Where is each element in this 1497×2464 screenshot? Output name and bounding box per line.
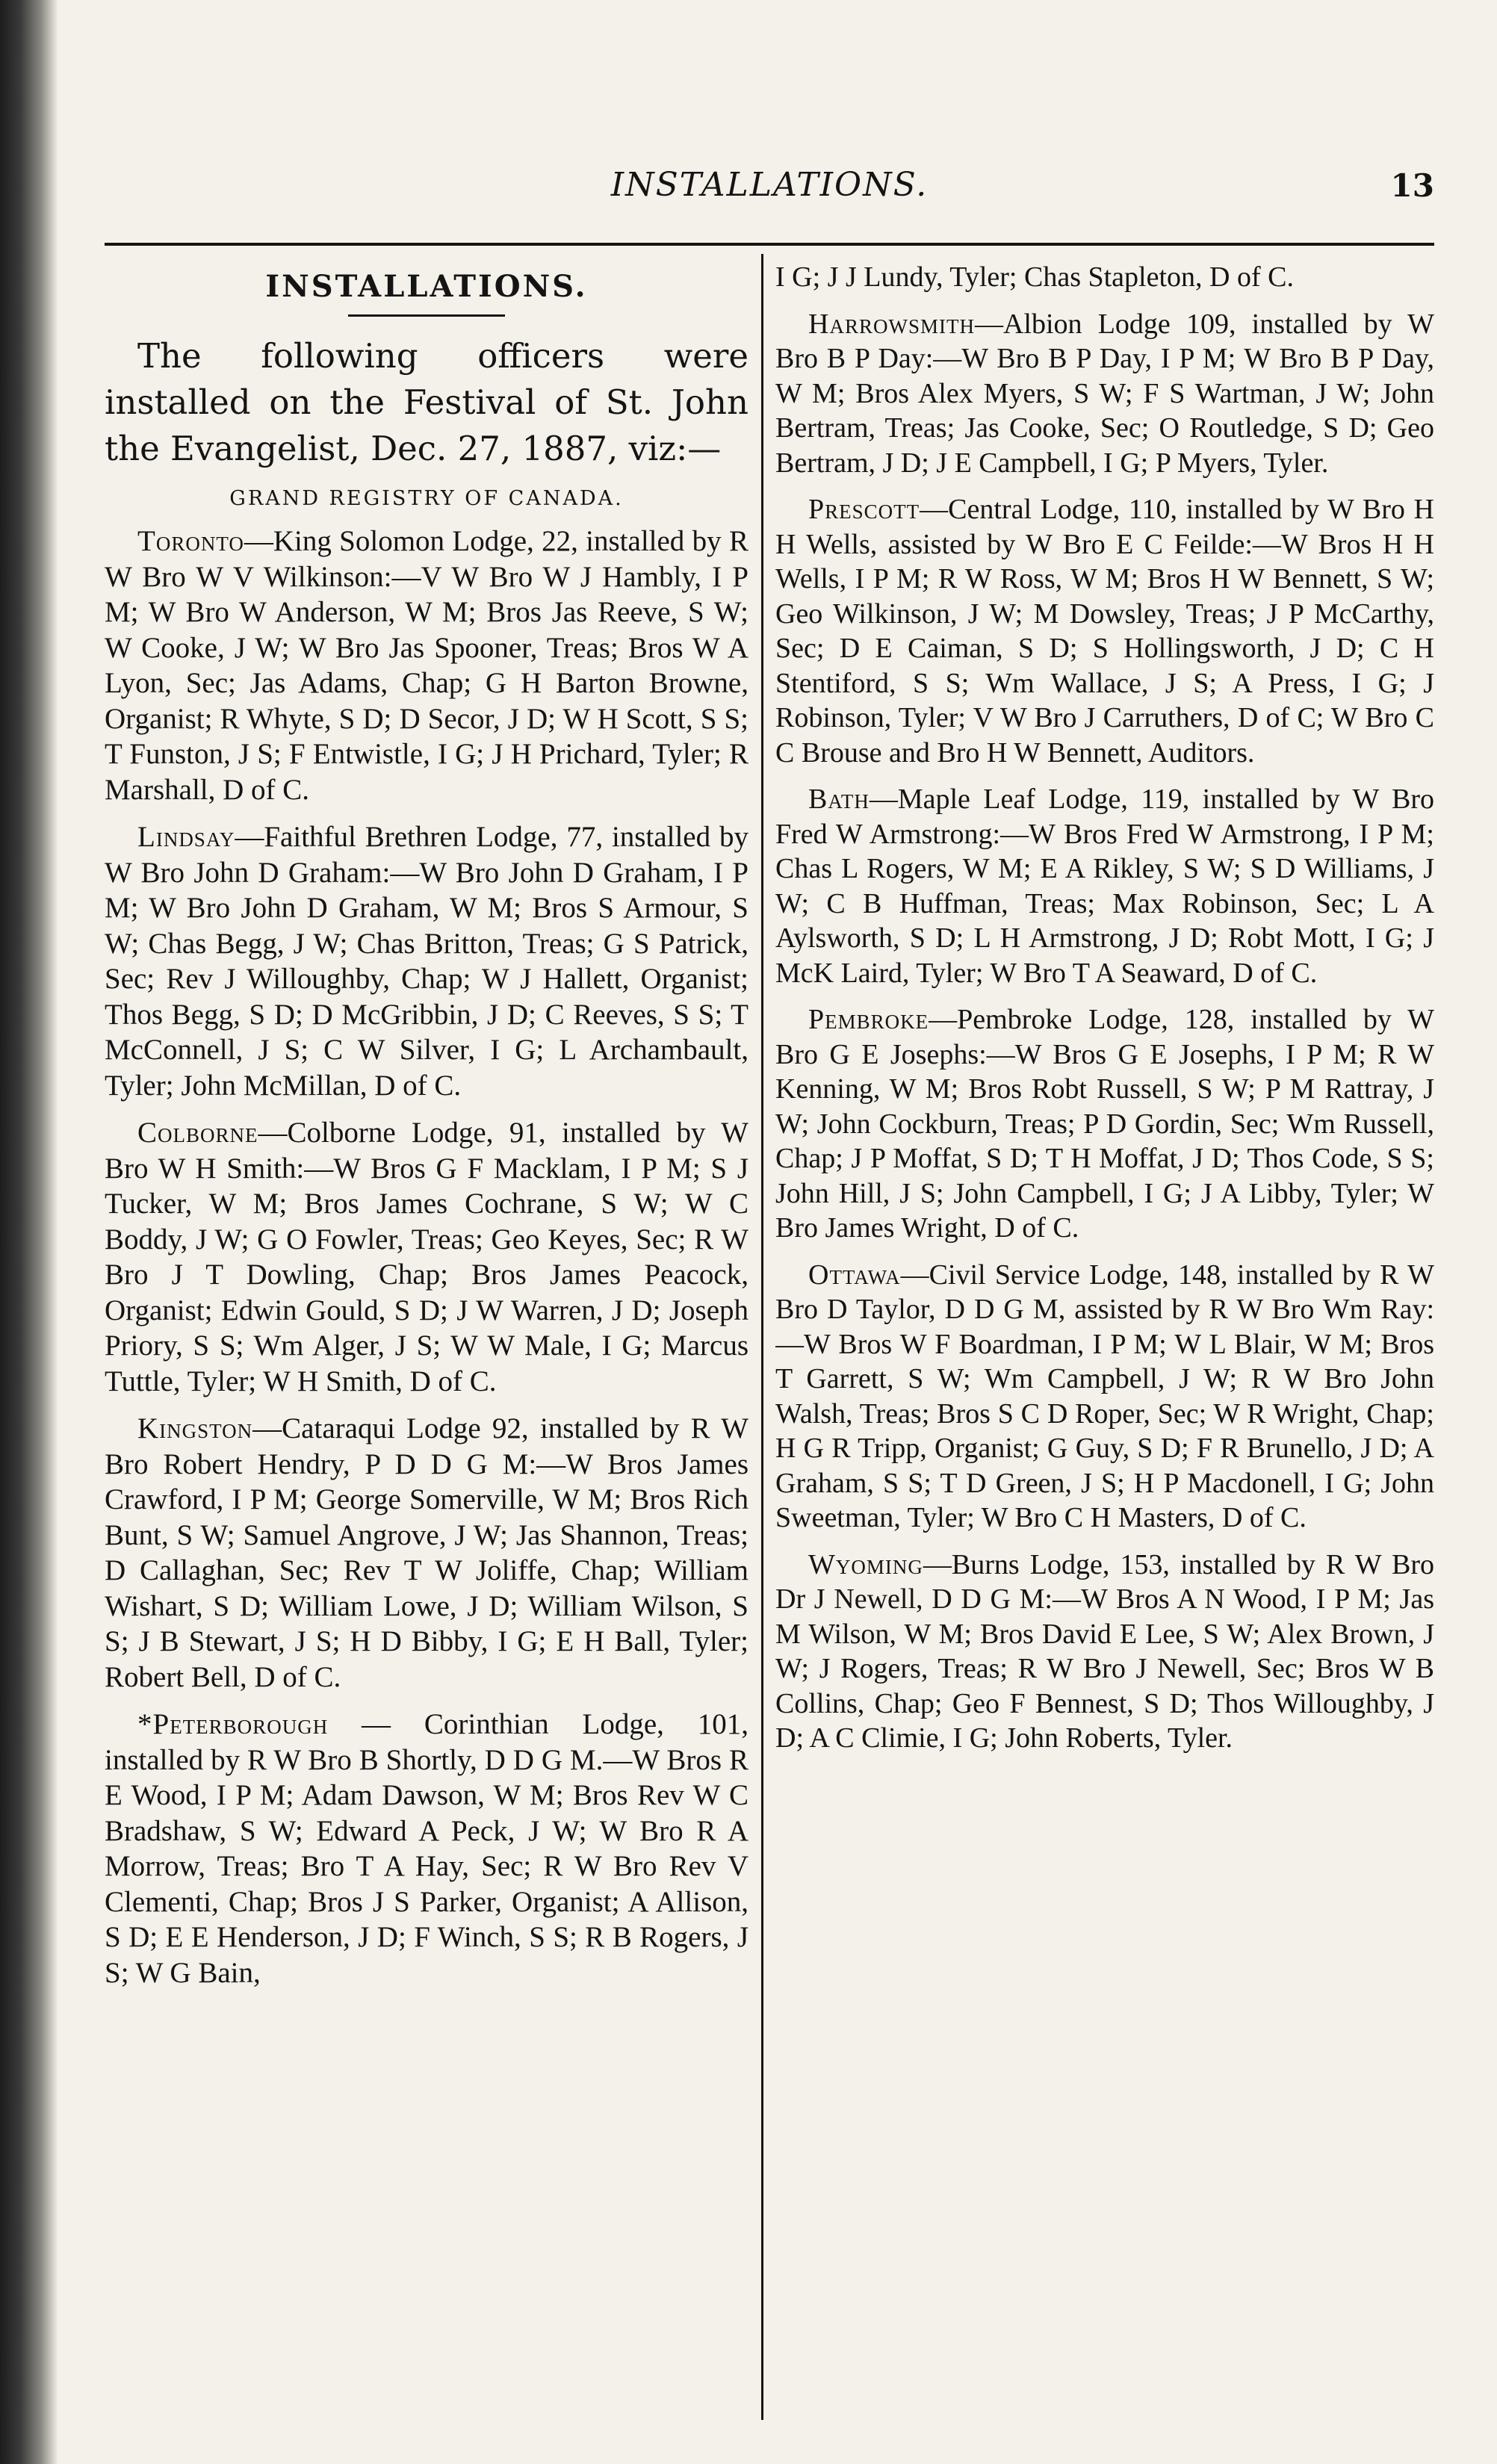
entry-text: —Burns Lodge, 153, installed by R W Bro Dr J Newell, D D G M:—W Bros A N Wood, I P M; Jas M Wilson, W M; Bros David E Lee, S W; Alex Brown, J W; J Rogers, Treas; R W Bro J Newell, Sec; Bros W B Collins, Chap; Geo F Bennest, S D; Thos Willoughby, J D; A C Climie, I G; John Roberts, Tyler. — [775, 1548, 1434, 1754]
place-name: Bath — [808, 783, 870, 815]
entry-text: —King Solomon Lodge, 22, installed by R W Bro W V Wilkinson:—V W Bro W J Hambly, I P M; W Bro W Anderson, W M; Bros Jas Reeve, S W; W Cooke, J W; W Bro Jas Spooner, Treas; Bros W A Lyon, Sec; Jas Adams, Chap; G H Barton Browne, Organist; R Whyte, S D; D Secor, J D; W H Scott, S S; T Funston, J S; F Entwistle, I G; J H Prichard, Tyler; R Marshall, D of C. — [105, 525, 748, 806]
place-name: Toronto — [137, 525, 244, 557]
entry-text: —Civil Service Lodge, 148, installed by R W Bro D Taylor, D D G M, assisted by R W Bro Wm Ray:—W Bros W F Boardman, I P M; W L Blair, W M; Bros T Garrett, S W; Wm Campbell, J W; R W Bro John Walsh, Treas; Bros S C D Roper, Sec; W R Wright, Chap; H G R Tripp, Organist; G Guy, S D; F R Brunello, J D; A Graham, S S; T D Green, J S; H P Macdonell, I G; John Sweetman, Tyler; W Bro C H Masters, D of C. — [775, 1259, 1434, 1533]
lodge-entry-bath — [775, 782, 1434, 990]
running-head — [105, 166, 1434, 226]
lodge-entry-pembroke — [775, 1002, 1434, 1246]
place-name: Pembroke — [808, 1004, 929, 1035]
entry-text: —Faithful Brethren Lodge, 77, installed by W Bro John D Graham:—W Bro John D Graham, I P M; W Bro John D Graham, W M; Bros S Armour, S W; Chas Begg, J W; Chas Britton, Treas; G S Patrick, Sec; Rev J Willoughby, Chap; W J Hallett, Organist; Thos Begg, S D; D McGribbin, J D; C Reeves, S S; T McConnell, J S; C W Silver, I G; L Archambault, Tyler; John McMillan, D of C. — [105, 821, 748, 1102]
place-name: Prescott — [808, 494, 920, 525]
lodge-entry-ottawa — [775, 1258, 1434, 1536]
entry-text: — Corinthian Lodge, 101, installed by R W Bro B Shortly, D D G M.—W Bros R E Wood, I P M; Adam Dawson, W M; Bros Rev W C Bradshaw, S W; Edward A Peck, J W; W Bro R A Morrow, Treas; Bro T A Hay, Sec; R W Bro Rev V Clementi, Chap; Bros J S Parker, Organist; A Allison, S D; E E Henderson, J D; F Winch, S S; R B Rogers, J S; W G Bain, — [105, 1708, 748, 1989]
continued-entry: I G; J J Lundy, Tyler; Chas Stapleton, D of C. — [775, 261, 1294, 293]
place-name: Lindsay — [137, 821, 235, 853]
place-name: Harrowsmith — [808, 308, 975, 340]
entry-text: —Pembroke Lodge, 128, installed by W Bro G E Josephs:—W Bros G E Josephs, I P M; R W Kenning, W M; Bros Robt Russell, S W; P M Rattray, J W; John Cockburn, Treas; P D Gordin, Sec; Wm Russell, Chap; J P Moffat, S D; T H Moffat, J D; Thos Code, S S; John Hill, J S; John Campbell, I G; J A Libby, Tyler; W Bro James Wright, D of C. — [775, 1004, 1434, 1244]
left-column — [105, 260, 748, 2426]
place-name: Ottawa — [808, 1259, 901, 1291]
place-name: *Peterborough — [137, 1708, 329, 1740]
column-divider — [761, 254, 763, 2420]
lodge-entry-peterborough — [105, 1707, 748, 1990]
place-name: Wyoming — [808, 1548, 923, 1580]
intro-paragraph: The following officers were installed on the Festival of St. John the Evangelist, Dec. 27, 1887, viz:— — [105, 336, 748, 468]
entry-text: —Albion Lodge 109, installed by W Bro B P Day:—W Bro B P Day, I P M; W Bro B P Day, W M; Bros Alex Myers, S W; F S Wartman, J W; John Bertram, Treas; Jas Cooke, Sec; O Routledge, S D; Geo Bertram, J D; J E Campbell, I G; P Myers, Tyler. — [775, 308, 1434, 479]
lodge-entry-prescott — [775, 492, 1434, 770]
lodge-entry-colborne — [105, 1115, 748, 1399]
lodge-entry-kingston — [105, 1411, 748, 1695]
registry-subhead: GRAND REGISTRY OF CANADA. — [229, 487, 624, 510]
entry-text: —Central Lodge, 110, installed by W Bro H H Wells, assisted by W Bro E C Feilde:—W Bros H H Wells, I P M; R W Ross, W M; Bros H W Bennett, S W; Geo Wilkinson, J W; M Dowsley, Treas; J P McCarthy, Sec; D E Caiman, S D; S Hollingsworth, J D; C H Stentiford, S S; Wm Wallace, J S; A Press, I G; J Robinson, Tyler; V W Bro J Carruthers, D of C; W Bro C C Brouse and Bro H W Bennett, Auditors. — [775, 494, 1434, 769]
lodge-entry-wyoming — [775, 1548, 1434, 1756]
place-name: Colborne — [137, 1117, 258, 1149]
entry-text: —Cataraqui Lodge 92, installed by R W Bro Robert Hendry, P D D G M:—W Bros James Crawford, I P M; George Somerville, W M; Bros Rich Bunt, S W; Samuel Angrove, J W; Jas Shannon, Treas; D Callaghan, Sec; Rev T W Joliffe, Chap; William Wishart, S D; William Lowe, J D; William Wilson, S S; J B Stewart, J S; H D Bibby, I G; E H Ball, Tyler; Robert Bell, D of C. — [105, 1412, 748, 1693]
right-column — [775, 260, 1434, 2426]
page-number: 13 — [1390, 167, 1434, 204]
lodge-entry-harrowsmith — [775, 307, 1434, 481]
page — [105, 0, 1434, 2464]
place-name: Kingston — [137, 1412, 253, 1444]
entry-text: —Colborne Lodge, 91, installed by W Bro W H Smith:—W Bros G F Macklam, I P M; S J Tucker, W M; Bros James Cochrane, S W; W C Boddy, J W; G O Fowler, Treas; Geo Keyes, Sec; R W Bro J T Dowling, Chap; Bros James Peacock, Organist; Edwin Gould, S D; J W Warren, J D; Joseph Priory, S S; Wm Alger, J S; W W Male, I G; Marcus Tuttle, Tyler; W H Smith, D of C. — [105, 1117, 748, 1397]
running-title: INSTALLATIONS. — [610, 166, 929, 204]
lodge-entry-toronto — [105, 524, 748, 807]
section-title: INSTALLATIONS. — [265, 269, 588, 304]
header-rule — [105, 243, 1434, 246]
lodge-entry-lindsay — [105, 819, 748, 1103]
book-binding-edge — [0, 0, 58, 2464]
title-rule — [348, 314, 505, 317]
entry-text: —Maple Leaf Lodge, 119, installed by W Bro Fred W Armstrong:—W Bros Fred W Armstrong, I P M; Chas L Rogers, W M; E A Rikley, S W; S D Williams, J W; C B Huffman, Treas; Max Robinson, Sec; L A Aylsworth, S D; L H Armstrong, J D; Robt Mott, I G; J McK Laird, Tyler; W Bro T A Seaward, D of C. — [775, 783, 1434, 989]
